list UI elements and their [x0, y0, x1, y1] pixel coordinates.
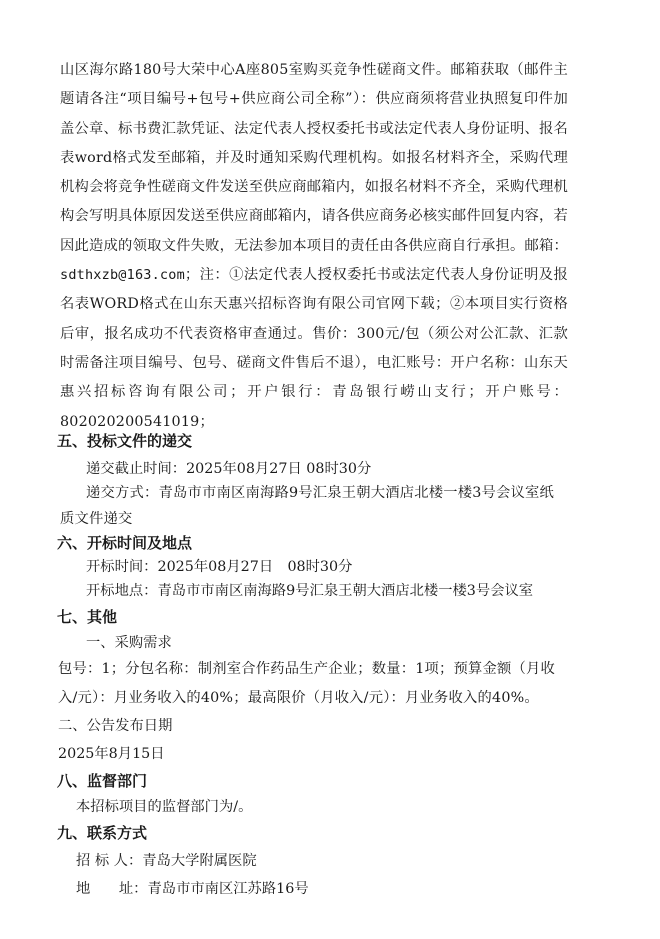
submission-deadline: 递交截止时间：2025年08月27日 08时30分	[86, 461, 372, 477]
supervision-text: 本招标项目的监督部门为/。	[76, 799, 253, 815]
section7-heading: 七、其他	[57, 608, 118, 626]
publish-date: 2025年8月15日	[58, 746, 165, 762]
opening-place: 开标地点：青岛市市南区南海路9号汇泉王朝大酒店北楼一楼3号会议室	[86, 583, 534, 599]
buyer-row	[76, 850, 257, 870]
section6-heading: 六、开标时间及地点	[57, 534, 193, 552]
registration-text-part2: ；注：①法定代表人授权委托书或法定代表人身份证明及报名表WORD格式在山东天惠兴招标咨询有限公司官网下载；②本项目实行资格后审，报名成功不代表资格审查通过。售价：300元/包（须公对公汇款、汇款时需备注项目编号、包号、磋商文件售后不退），电汇账号：开户名称：山东天惠兴招标咨询有限公司；开户银行：青岛银行崂山支行；开户账号：802020200541019；	[60, 267, 568, 430]
buyer-label: 招 标 人：	[76, 853, 143, 869]
address-value: 青岛市市南区江苏路16号	[147, 881, 309, 897]
section8-heading: 八、监督部门	[57, 772, 148, 790]
address-row	[76, 878, 309, 898]
section5-heading: 五、投标文件的递交	[57, 432, 193, 450]
procurement-requirement-title: 一、采购需求	[86, 635, 172, 651]
registration-email: sdthxzb@163.com	[60, 267, 185, 284]
publish-date-title: 二、公告发布日期	[58, 718, 173, 734]
section9-heading: 九、联系方式	[57, 824, 148, 842]
address-label: 地 址：	[76, 881, 148, 897]
package-info: 包号：1；分包名称：制剂室合作药品生产企业；数量：1项；预算金额（月收入/元）：月业务收入的40%；最高限价（月收入/元）：月业务收入的40%。	[58, 661, 555, 706]
registration-text-part1: 山区海尔路180号大荣中心A座805室购买竞争性磋商文件。邮箱获取（邮件主题请各注“项目编号+包号+供应商公司全称”）：供应商须将营业执照复印件加盖公章、标书费汇款凭证、法定代表人授权委托书或法定代表人身份证明、报名表word格式发至邮箱，并及时通知采购代理机构。如报名材料齐全，采购代理机构会将竞争性磋商文件发送至供应商邮箱内，如报名材料不齐全，采购代理机构会写明具体原因发送至供应商邮箱内，请各供应商务必核实邮件回复内容，若因此造成的领取文件失败，无法参加本项目的责任由各供应商自行承担。邮箱：	[60, 62, 568, 254]
opening-time: 开标时间：2025年08月27日 08时30分	[86, 559, 353, 575]
registration-paragraph	[60, 56, 568, 437]
submission-method: 递交方式：青岛市市南区南海路9号汇泉王朝大酒店北楼一楼3号会议室纸质文件递交	[60, 485, 554, 527]
buyer-value: 青岛大学附属医院	[142, 853, 257, 869]
